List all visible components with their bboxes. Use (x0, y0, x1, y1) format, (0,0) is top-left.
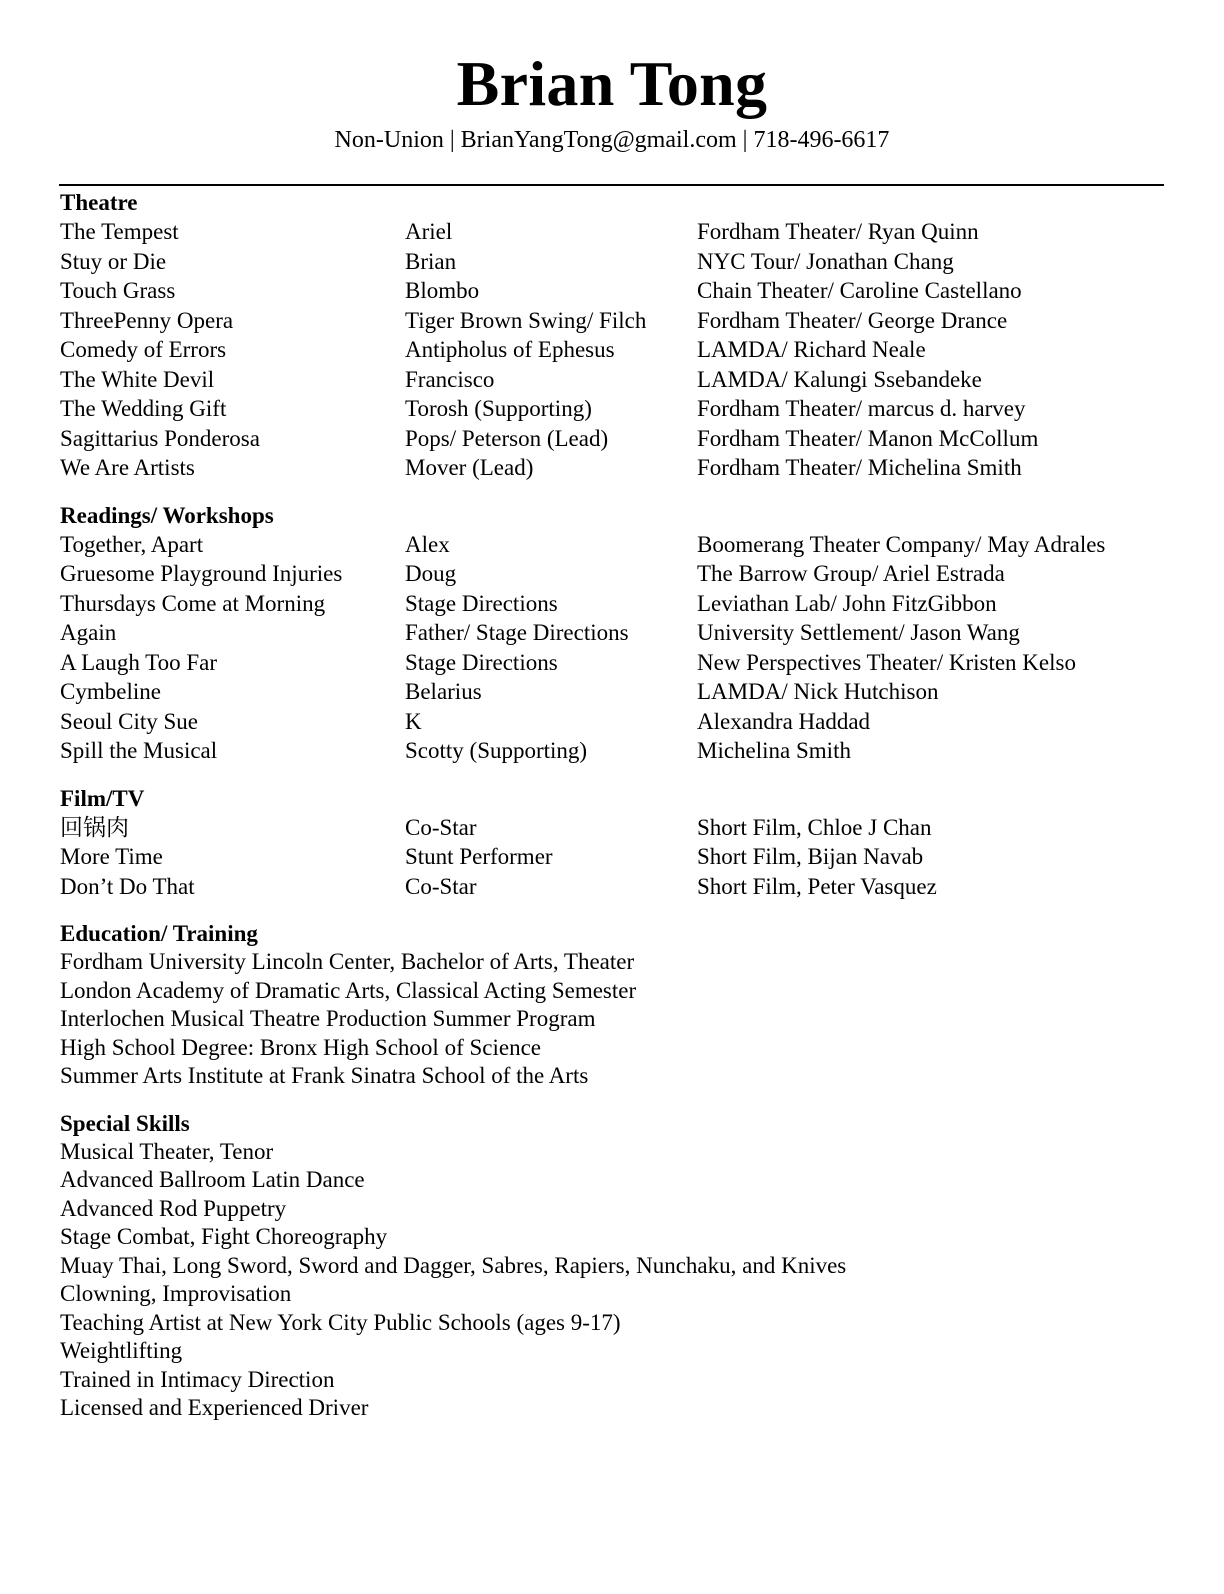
credit-row (60, 736, 1170, 766)
credit-show: The Wedding Gift (60, 396, 227, 421)
credit-row (60, 677, 1170, 707)
credit-company: Leviathan Lab/ John FitzGibbon (697, 590, 997, 616)
credit-role: Pops/ Peterson (Lead) (405, 425, 609, 451)
credit-show: Again (60, 620, 117, 645)
list-item: Fordham University Lincoln Center, Bachelor of Arts, Theater (60, 949, 635, 974)
credit-role: Doug (405, 561, 457, 586)
credit-role: Blombo (405, 278, 480, 303)
credit-role: Antipholus of Ephesus (405, 337, 615, 362)
credit-row (60, 306, 1170, 336)
list-item: Weightlifting (60, 1338, 183, 1363)
credit-row (60, 589, 1170, 619)
credit-show: Comedy of Errors (60, 337, 227, 362)
list-item: Muay Thai, Long Sword, Sword and Dagger, Sabres, Rapiers, Nunchaku, and Knives (60, 1252, 847, 1278)
list-item: Clowning, Improvisation (60, 1281, 292, 1306)
credit-role: Alex (405, 531, 450, 557)
credit-role: Stage Directions (405, 590, 558, 616)
credit-company: Short Film, Peter Vasquez (697, 873, 937, 899)
credit-role: Stunt Performer (405, 844, 553, 869)
credit-company: University Settlement/ Jason Wang (697, 620, 1020, 645)
credit-row (60, 365, 1170, 395)
credit-row (60, 276, 1170, 306)
credit-role: Belarius (405, 679, 482, 704)
section-title-education: Education/ Training (60, 921, 258, 946)
credit-row (60, 394, 1170, 424)
credit-row (60, 559, 1170, 589)
film-section (60, 784, 1170, 902)
credit-show: A Laugh Too Far (60, 649, 218, 675)
list-item: Summer Arts Institute at Frank Sinatra School of the Arts (60, 1063, 589, 1088)
list-item: London Academy of Dramatic Arts, Classical Acting Semester (60, 977, 637, 1003)
credit-role: Co-Star (405, 814, 477, 840)
credit-role: K (405, 708, 422, 734)
credit-company: Chain Theater/ Caroline Castellano (697, 278, 1022, 303)
list-item: High School Degree: Bronx High School of Science (60, 1034, 541, 1060)
skills-list (60, 1138, 1170, 1423)
credit-row (60, 648, 1170, 678)
credit-row (60, 842, 1170, 872)
section-title-film: Film/TV (60, 785, 145, 811)
credit-row (60, 618, 1170, 648)
list-item: Musical Theater, Tenor (60, 1138, 274, 1164)
resume-name: Brian Tong (456, 48, 768, 119)
credit-company: Fordham Theater/ Manon McCollum (697, 425, 1039, 451)
credit-company: Michelina Smith (697, 738, 851, 763)
credit-row (60, 217, 1170, 247)
credit-show: ThreePenny Opera (60, 307, 234, 333)
film-credits (60, 813, 1170, 902)
credit-company: LAMDA/ Kalungi Ssebandeke (697, 366, 982, 392)
credit-row (60, 424, 1170, 454)
credit-role: Brian (405, 248, 457, 274)
education-section (60, 919, 1170, 1091)
list-item: Advanced Rod Puppetry (60, 1195, 287, 1221)
credit-show: Cymbeline (60, 679, 161, 704)
credit-role: Francisco (405, 366, 495, 392)
credit-show: Touch Grass (60, 278, 176, 303)
credit-row (60, 872, 1170, 902)
credit-company: The Barrow Group/ Ariel Estrada (697, 561, 1005, 586)
credit-company: Short Film, Chloe J Chan (697, 814, 932, 840)
credit-role: Tiger Brown Swing/ Filch (405, 307, 647, 333)
credit-show: Sagittarius Ponderosa (60, 425, 260, 451)
list-item: Teaching Artist at New York City Public Schools (ages 9-17) (60, 1309, 621, 1335)
credit-show: 回锅肉 (60, 814, 129, 840)
credit-role: Father/ Stage Directions (405, 620, 629, 645)
credit-role: Torosh (Supporting) (405, 396, 592, 421)
list-item: Interlochen Musical Theatre Production Summer Program (60, 1006, 596, 1031)
credit-company: New Perspectives Theater/ Kristen Kelso (697, 649, 1076, 675)
skills-section (60, 1109, 1170, 1423)
theatre-section (60, 188, 1170, 483)
credit-row (60, 335, 1170, 365)
readings-section (60, 501, 1170, 766)
credit-company: Short Film, Bijan Navab (697, 844, 924, 869)
credit-show: Together, Apart (60, 531, 204, 557)
credit-show: Seoul City Sue (60, 708, 199, 734)
credit-role: Ariel (405, 219, 453, 244)
list-item: Trained in Intimacy Direction (60, 1366, 335, 1392)
credit-show: Stuy or Die (60, 248, 167, 274)
credit-company: LAMDA/ Richard Neale (697, 337, 926, 362)
list-item: Licensed and Experienced Driver (60, 1395, 369, 1420)
credit-show: Thursdays Come at Morning (60, 590, 326, 616)
credit-company: Fordham Theater/ Michelina Smith (697, 455, 1022, 480)
credit-role: Stage Directions (405, 649, 558, 675)
section-title-readings: Readings/ Workshops (60, 502, 274, 528)
credit-company: Fordham Theater/ George Drance (697, 307, 1008, 333)
credit-show: We Are Artists (60, 455, 195, 480)
credit-show: Don’t Do That (60, 873, 195, 899)
credit-show: Gruesome Playground Injuries (60, 561, 343, 586)
credit-row (60, 453, 1170, 483)
section-title-theatre: Theatre (60, 190, 138, 215)
credit-show: The Tempest (60, 219, 179, 244)
list-item: Advanced Ballroom Latin Dance (60, 1167, 365, 1192)
credit-role: Mover (Lead) (405, 455, 534, 480)
contact-line: Non-Union | BrianYangTong@gmail.com | 718-496-6617 (334, 127, 890, 153)
credit-row (60, 247, 1170, 277)
header-divider (59, 184, 1164, 186)
resume-body (60, 188, 1170, 1441)
list-item: Stage Combat, Fight Choreography (60, 1224, 388, 1249)
credit-company: NYC Tour/ Jonathan Chang (697, 248, 954, 274)
credit-company: Fordham Theater/ Ryan Quinn (697, 219, 979, 244)
credit-show: Spill the Musical (60, 738, 218, 763)
theatre-credits (60, 217, 1170, 483)
credit-row (60, 707, 1170, 737)
credit-show: The White Devil (60, 366, 215, 392)
section-title-skills: Special Skills (60, 1110, 190, 1136)
credit-company: Alexandra Haddad (697, 708, 871, 734)
credit-role: Scotty (Supporting) (405, 738, 588, 763)
credit-company: LAMDA/ Nick Hutchison (697, 679, 939, 704)
credit-role: Co-Star (405, 873, 477, 899)
credit-company: Boomerang Theater Company/ May Adrales (697, 531, 1106, 557)
credit-company: Fordham Theater/ marcus d. harvey (697, 396, 1026, 421)
credit-row (60, 813, 1170, 843)
credit-row (60, 530, 1170, 560)
education-list (60, 948, 1170, 1091)
credit-show: More Time (60, 844, 163, 869)
readings-credits (60, 530, 1170, 766)
